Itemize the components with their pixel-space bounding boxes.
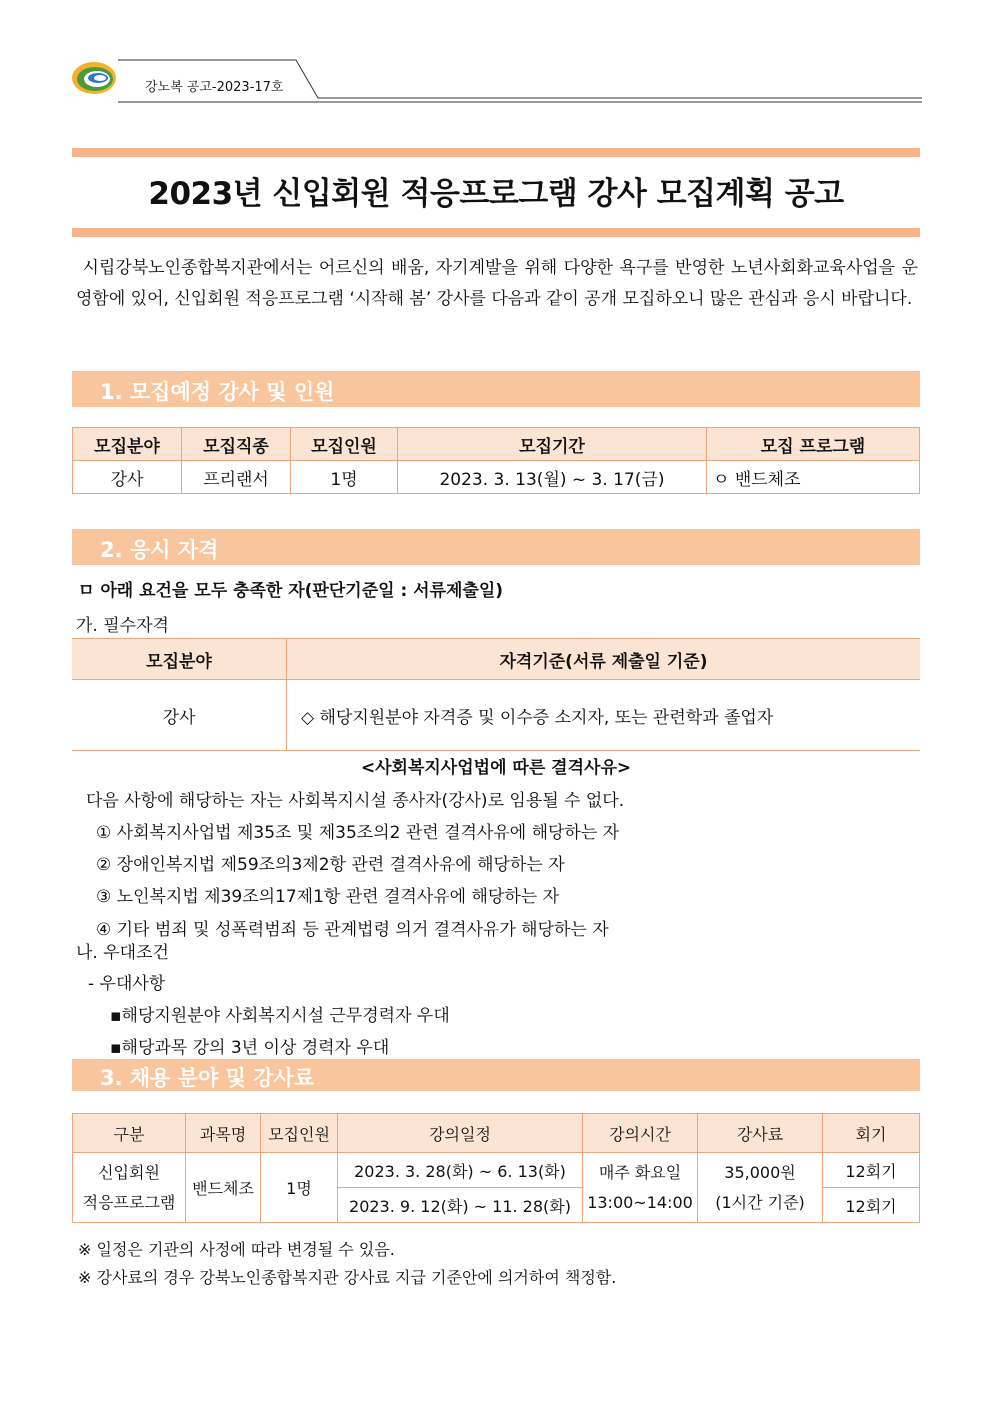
category-line: 신입회원 xyxy=(98,1162,160,1182)
page-title: 2023년 신입회원 적응프로그램 강사 모집계획 공고 xyxy=(148,176,844,212)
fee-line: 35,000원 xyxy=(724,1162,796,1182)
table-cell: 2023. 9. 12(화) ~ 11. 28(화) xyxy=(338,1188,583,1223)
table-cell: ◇ 해당지원분야 자격증 및 이수증 소지자, 또는 관련학과 졸업자 xyxy=(287,680,921,751)
list-item: ▪해당과목 강의 3년 이상 경력자 우대 xyxy=(110,1038,390,1058)
time-line: 매주 화요일 xyxy=(598,1162,682,1182)
table-header: 회기 xyxy=(823,1114,920,1153)
section2-title: 2. 응시 자격 xyxy=(100,538,219,562)
list-item: ④ 기타 범죄 및 성폭력범죄 등 관계법령 의거 결격사유가 해당하는 자 xyxy=(96,920,609,940)
table-header: 모집분야 xyxy=(73,428,182,461)
table-header: 강의시간 xyxy=(583,1114,698,1153)
schedule-fee-table xyxy=(72,1113,920,1223)
section1-title: 1. 모집예정 강사 및 인원 xyxy=(100,380,335,404)
document-code: 강노복 공고-2023-17호 xyxy=(145,80,284,95)
section3-title: 3. 채용 분야 및 강사료 xyxy=(100,1066,315,1090)
table-cell: 프리랜서 xyxy=(182,461,291,494)
table-cell: 1명 xyxy=(291,461,398,494)
table-cell: 2023. 3. 28(화) ~ 6. 13(화) xyxy=(338,1153,583,1188)
note-line: ※ 강사료의 경우 강북노인종합복지관 강사료 지급 기준안에 의거하여 책정함. xyxy=(78,1268,617,1287)
time-line: 13:00~14:00 xyxy=(587,1192,693,1212)
table-header: 강의일정 xyxy=(338,1114,583,1153)
table-cell: 강사 xyxy=(72,680,287,751)
table-cell: 12회기 xyxy=(823,1153,920,1188)
list-item: ③ 노인복지법 제39조의17제1항 관련 결격사유에 해당하는 자 xyxy=(96,887,560,907)
table-cell: 밴드체조 xyxy=(186,1153,261,1223)
table-cell: 1명 xyxy=(261,1153,338,1223)
table-header: 모집 프로그램 xyxy=(707,428,920,461)
table-header: 과목명 xyxy=(186,1114,261,1153)
sub-heading-a: 가. 필수자격 xyxy=(76,616,169,636)
table-header: 모집인원 xyxy=(261,1114,338,1153)
preference-title: - 우대사항 xyxy=(88,974,166,994)
table-header: 강사료 xyxy=(698,1114,823,1153)
table-header: 자격기준(서류 제출일 기준) xyxy=(287,639,921,680)
table-cell xyxy=(698,1153,823,1223)
disqualification-title: <사회복지사업법에 따른 결격사유> xyxy=(360,758,632,778)
sub-heading-b: 나. 우대조건 xyxy=(76,943,169,963)
intro-paragraph: 시립강북노인종합복지관에서는 어르신의 배움, 자기계발을 위해 다양한 욕구를 반영한 노년사회화교육사업을 운영함에 있어, 신입회원 적응프로그램 ‘시작해 봄’ 강사를 다음과 같이 공개 모집하오니 많은 관심과 응시 바랍니다. xyxy=(76,258,919,309)
title-top-bar xyxy=(72,148,920,157)
list-item: ▪해당지원분야 사회복지시설 근무경력자 우대 xyxy=(110,1006,450,1026)
title-bottom-bar xyxy=(72,228,920,237)
list-item: ① 사회복지사업법 제35조 및 제35조의2 관련 결격사유에 해당하는 자 xyxy=(96,823,620,843)
category-line: 적응프로그램 xyxy=(82,1192,176,1212)
table-header: 모집기간 xyxy=(398,428,707,461)
organization-logo-icon xyxy=(70,58,118,98)
table-cell xyxy=(73,1153,186,1223)
table-header: 모집직종 xyxy=(182,428,291,461)
list-item: ② 장애인복지법 제59조의3제2항 관련 결격사유에 해당하는 자 xyxy=(96,855,565,875)
table-cell: ㅇ 밴드체조 xyxy=(707,461,920,494)
note-line: ※ 일정은 기관의 사정에 따라 변경될 수 있음. xyxy=(78,1240,395,1259)
requirement-line: ㅁ 아래 요건을 모두 충족한 자(판단기준일 : 서류제출일) xyxy=(78,581,504,601)
table-header: 모집분야 xyxy=(72,639,287,680)
table-cell: 2023. 3. 13(월) ~ 3. 17(금) xyxy=(398,461,707,494)
recruitment-table xyxy=(72,427,920,494)
qualification-table xyxy=(72,638,920,751)
table-cell: 12회기 xyxy=(823,1188,920,1223)
fee-line: (1시간 기준) xyxy=(715,1192,805,1212)
disqualification-intro: 다음 사항에 해당하는 자는 사회복지시설 종사자(강사)로 임용될 수 없다. xyxy=(86,791,625,811)
table-header: 모집인원 xyxy=(291,428,398,461)
table-header: 구분 xyxy=(73,1114,186,1153)
table-cell xyxy=(583,1153,698,1223)
table-cell: 강사 xyxy=(73,461,182,494)
